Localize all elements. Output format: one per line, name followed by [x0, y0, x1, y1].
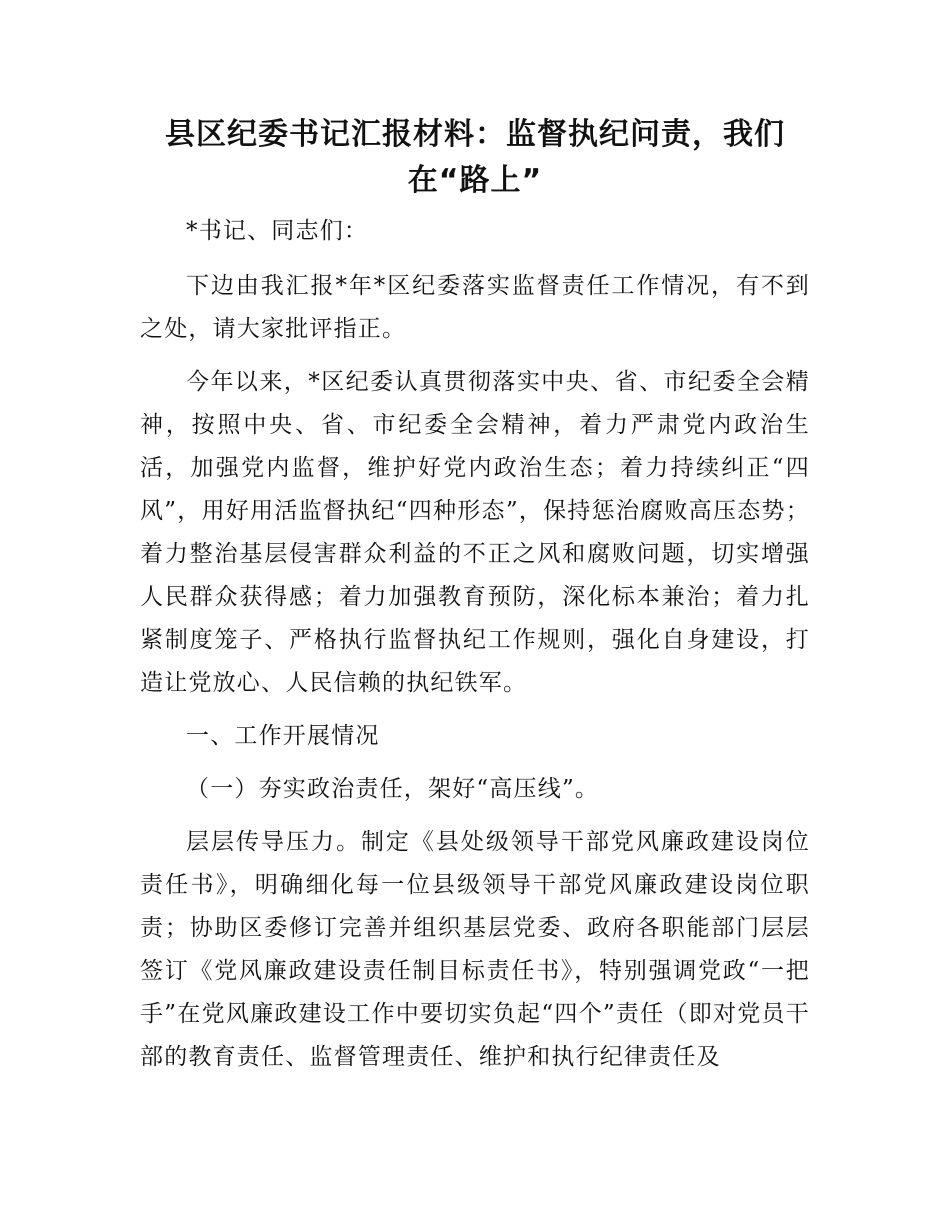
salutation: *书记、同志们：	[186, 218, 369, 244]
title-line-2: 在“路上”	[407, 163, 543, 198]
subsection-heading: （一）夯实政治责任，架好“高压线”。	[186, 776, 600, 802]
title-line-1: 县区纪委书记汇报材料：监督执纪问责，我们	[165, 117, 785, 152]
document-title	[140, 112, 810, 204]
paragraph-responsibility: 层层传导压力。制定《县处级领导干部党风廉政建设岗位责任书》，明确细化每一位县级领导干部党风廉政建设岗位职责；协助区委修订完善并组织基层党委、政府各职能部门层层签订《党风廉政建设责任制目标责任书》，特别强调党政“一把手”在党风廉政建设工作中要切实负起“四个”责任（即对党员干部的教育责任、监督管理责任、维护和执行纪律责任及	[140, 829, 810, 1070]
document-body	[140, 210, 810, 1089]
paragraph-overview: 今年以来，*区纪委认真贯彻落实中央、省、市纪委全会精神，按照中央、省、市纪委全会精神，着力严肃党内政治生活，加强党内监督，维护好党内政治生态；着力持续纠正“四风”，用好用活监督执纪“四种形态”，保持惩治腐败高压态势；着力整治基层侵害群众利益的不正之风和腐败问题，切实增强人民群众获得感；着力加强教育预防，深化标本兼治；着力扎紧制度笼子、严格执行监督执纪工作规则，强化自身建设，打造让党放心、人民信赖的执纪铁军。	[140, 369, 810, 696]
paragraph-intro: 下边由我汇报*年*区纪委落实监督责任工作情况，有不到之处，请大家批评指正。	[140, 273, 810, 342]
section-heading: 一、工作开展情况	[186, 723, 380, 749]
